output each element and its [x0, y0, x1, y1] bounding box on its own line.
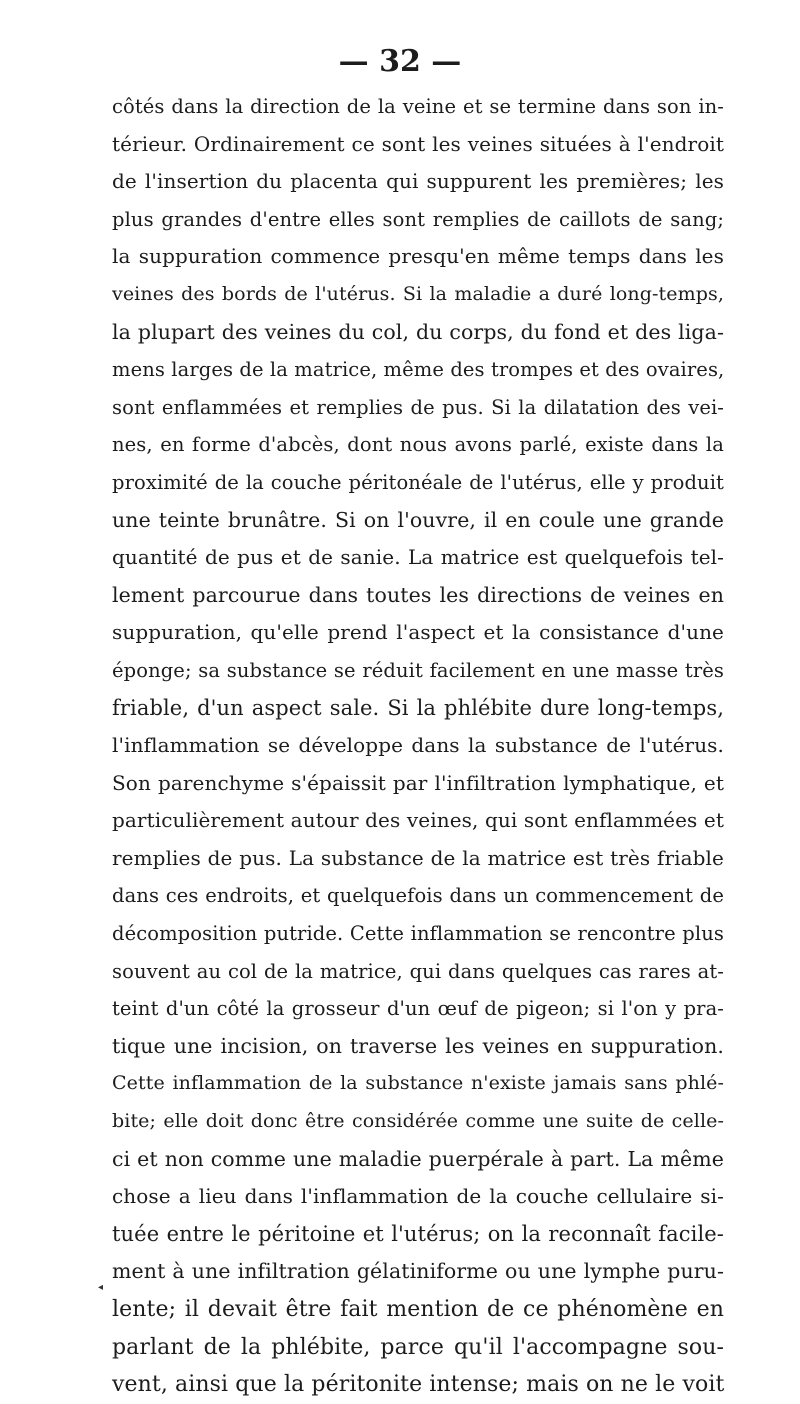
text-line: plus grandes d'entre elles sont remplies de caillots de sang; [112, 207, 724, 231]
text-line: térieur. Ordinairement ce sont les veines situées à l'endroit [112, 131, 724, 156]
text-line: ment à une infiltration gélatiniforme ou une lymphe puru- [112, 1259, 724, 1284]
text-line: sont enflammées et remplies de pus. Si la dilatation des vei- [112, 395, 724, 419]
text-line: parlant de la phlébite, parce qu'il l'accompagne sou- [112, 1334, 724, 1360]
text-line: proximité de la couche péritonéale de l'utérus, elle y produit [112, 470, 724, 494]
text-line: teint d'un côté la grosseur d'un œuf de pigeon; si l'on y pra- [112, 997, 724, 1021]
text-line: ci et non comme une maladie puerpérale à part. La même [112, 1146, 724, 1171]
text-line: souvent au col de la matrice, qui dans quelques cas rares at- [112, 959, 724, 983]
text-line: Cette inflammation de la substance n'existe jamais sans phlé- [112, 1072, 724, 1095]
text-line: particulièrement autour des veines, qui sont enflammées et [112, 808, 724, 833]
text-line: éponge; sa substance se réduit facilement en une masse très [112, 658, 724, 682]
text-line: côtés dans la direction de la veine et se termine dans son in- [112, 95, 724, 118]
body-text [112, 88, 724, 1404]
text-line: la plupart des veines du col, du corps, du fond et des liga- [112, 319, 724, 344]
text-line: dans ces endroits, et quelquefois dans un commencement de [112, 884, 724, 908]
text-line: nes, en forme d'abcès, dont nous avons parlé, existe dans la [112, 433, 724, 457]
margin-arrow-mark: ◂ [98, 1282, 104, 1293]
text-line: chose a lieu dans l'inflammation de la couche cellulaire si- [112, 1184, 724, 1209]
page-number: — 32 — [338, 44, 462, 79]
text-line: l'inflammation se développe dans la substance de l'utérus. [112, 733, 724, 758]
text-line: veines des bords de l'utérus. Si la maladie a duré long-temps, [112, 282, 724, 305]
text-line: suppuration, qu'elle prend l'aspect et la consistance d'une [112, 620, 724, 645]
text-line: tuée entre le péritoine et l'utérus; on la reconnaît facile- [112, 1221, 724, 1246]
text-line: bite; elle doit donc être considérée comme une suite de celle- [112, 1110, 724, 1133]
text-line: de l'insertion du placenta qui suppurent les premières; les [112, 169, 724, 194]
text-line: vent, ainsi que la péritonite intense; mais on ne le voit [112, 1372, 725, 1398]
text-line: la suppuration commence presqu'en même temps dans les [112, 244, 724, 269]
text-line: lement parcourue dans toutes les directions de veines en [112, 582, 724, 607]
text-line: remplies de pus. La substance de la matrice est très friable [112, 845, 724, 870]
text-line: décomposition putride. Cette inflammation se rencontre plus [112, 922, 724, 946]
text-line: Son parenchyme s'épaissit par l'infiltration lymphatique, et [112, 770, 724, 795]
text-line: quantité de pus et de sanie. La matrice est quelquefois tel- [112, 545, 724, 570]
text-line: une teinte brunâtre. Si on l'ouvre, il en coule une grande [112, 507, 724, 532]
text-line: mens larges de la matrice, même des trompes et des ovaires, [112, 358, 725, 382]
text-line: lente; il devait être fait mention de ce phénomène en [112, 1297, 724, 1322]
text-line: tique une incision, on traverse les veines en suppuration. [112, 1033, 724, 1058]
text-line: friable, d'un aspect sale. Si la phlébite dure long-temps, [112, 695, 724, 720]
